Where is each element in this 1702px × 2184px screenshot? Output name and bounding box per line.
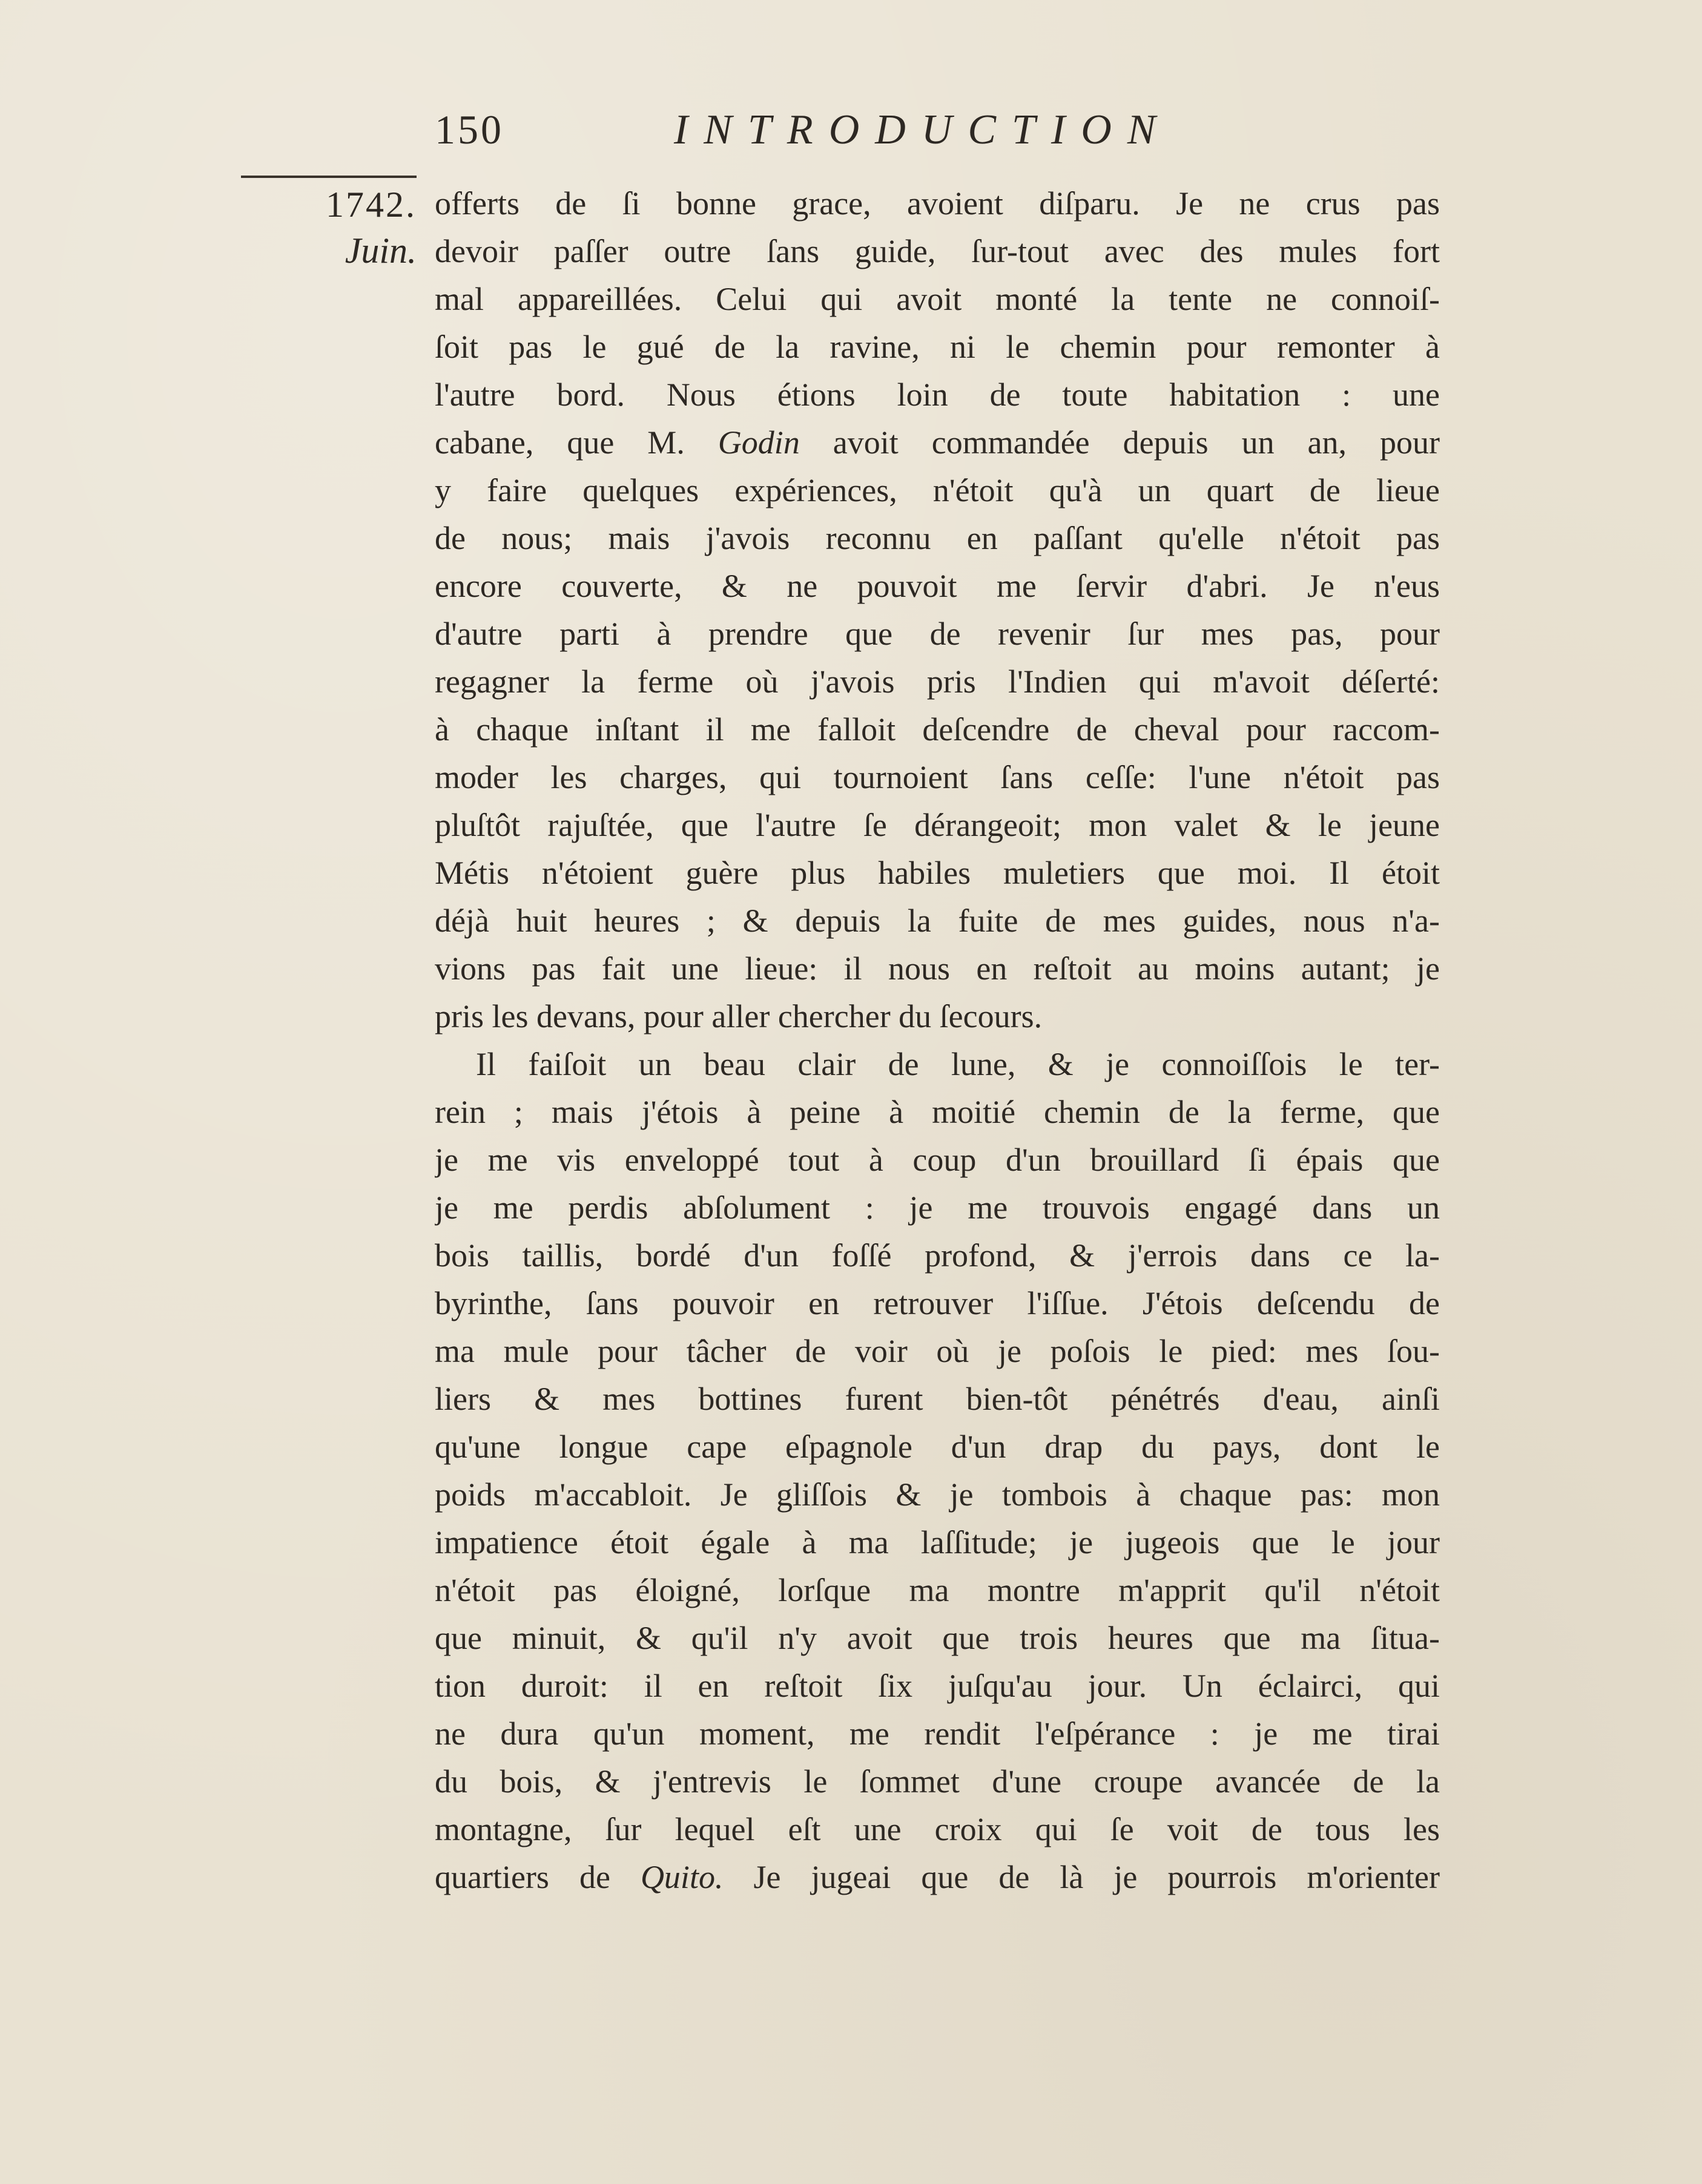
text-line: bois taillis, bordé d'un foſſé profond, & j'errois dans ce la-: [435, 1237, 1440, 1274]
text-line: je me vis enveloppé tout à coup d'un brouillard ſi épais que: [435, 1142, 1440, 1178]
text-line: y faire quelques expériences, n'étoit qu'à un quart de lieue: [435, 472, 1440, 508]
text-line: regagner la ferme où j'avois pris l'Indien qui m'avoit déſerté:: [435, 663, 1440, 700]
text-segment: Je jugeai que de là je pourrois m'orienter: [723, 1859, 1440, 1895]
text-line: [435, 419, 1440, 467]
text-line: poids m'accabloit. Je gliſſois & je tombois à chaque pas: mon: [435, 1476, 1440, 1513]
text-segment: avoit commandée depuis un an, pour: [799, 424, 1440, 461]
italic-name-quito: Quito.: [640, 1859, 724, 1895]
text-line: rein ; mais j'étois à peine à moitié chemin de la ferme, que: [435, 1094, 1440, 1130]
text-line: pris les devans, pour aller chercher du ſecours.: [435, 998, 1043, 1034]
text-line: à chaque inſtant il me falloit deſcendre de cheval pour raccom-: [435, 711, 1440, 748]
page-header: [435, 106, 1198, 154]
text-line: offerts de ſi bonne grace, avoient diſparu. Je ne crus pas: [435, 185, 1440, 222]
italic-name-godin: Godin: [717, 424, 800, 461]
text-line: Métis n'étoient guère plus habiles muletiers que moi. Il étoit: [435, 855, 1440, 891]
text-segment: quartiers de: [435, 1859, 641, 1895]
page-number: 150: [435, 107, 504, 153]
margin-note: [241, 182, 417, 274]
text-line: je me perdis abſolument : je me trouvois engagé dans un: [435, 1189, 1440, 1226]
text-line: déjà huit heures ; & depuis la fuite de mes guides, nous n'a-: [435, 903, 1440, 939]
text-line: n'étoit pas éloigné, lorſque ma montre m'apprit qu'il n'étoit: [435, 1572, 1440, 1608]
text-line: ma mule pour tâcher de voir où je poſois le pied: mes ſou-: [435, 1333, 1440, 1369]
text-line: encore couverte, & ne pouvoit me ſervir d'abri. Je n'eus: [435, 568, 1440, 604]
text-line: devoir paſſer outre ſans guide, ſur-tout avec des mules fort: [435, 233, 1440, 269]
text-line: mal appareillées. Celui qui avoit monté la tente ne connoiſ-: [435, 281, 1440, 317]
text-line: pluſtôt rajuſtée, que l'autre ſe dérangeoit; mon valet & le jeune: [435, 807, 1440, 843]
text-line: moder les charges, qui tournoient ſans ceſſe: l'une n'étoit pas: [435, 759, 1440, 795]
text-segment: cabane, que M.: [435, 424, 718, 461]
text-line: de nous; mais j'avois reconnu en paſſant qu'elle n'étoit pas: [435, 520, 1440, 556]
text-line: d'autre parti à prendre que de revenir ſur mes pas, pour: [435, 616, 1440, 652]
margin-month: Juin.: [345, 231, 417, 271]
text-line: byrinthe, ſans pouvoir en retrouver l'iſſue. J'étois deſcendu de: [435, 1285, 1440, 1321]
body-text: [435, 180, 1440, 1901]
text-line: ne dura qu'un moment, me rendit l'eſpérance : je me tirai: [435, 1715, 1440, 1752]
text-line: du bois, & j'entrevis le ſommet d'une croupe avancée de la: [435, 1763, 1440, 1800]
text-line: Il faiſoit un beau clair de lune, & je connoiſſois le ter-: [476, 1046, 1440, 1082]
text-line: montagne, ſur lequel eſt une croix qui ſe voit de tous les: [435, 1811, 1440, 1847]
margin-year: 1742.: [326, 185, 417, 225]
text-line: que minuit, & qu'il n'y avoit que trois heures que ma ſitua-: [435, 1620, 1440, 1656]
running-title: INTRODUCTION: [674, 107, 1172, 153]
text-line: qu'une longue cape eſpagnole d'un drap du pays, dont le: [435, 1429, 1440, 1465]
text-line: liers & mes bottines furent bien-tôt pénétrés d'eau, ainſi: [435, 1381, 1440, 1417]
text-line: [435, 1853, 1440, 1901]
margin-rule: [241, 176, 417, 178]
text-line: vions pas fait une lieue: il nous en reſtoit au moins autant; je: [435, 950, 1440, 987]
text-line: tion duroit: il en reſtoit ſix juſqu'au jour. Un éclairci, qui: [435, 1668, 1440, 1704]
text-line: impatience étoit égale à ma laſſitude; je jugeois que le jour: [435, 1524, 1440, 1561]
text-line: l'autre bord. Nous étions loin de toute habitation : une: [435, 377, 1440, 413]
text-line: ſoit pas le gué de la ravine, ni le chemin pour remonter à: [435, 329, 1440, 365]
